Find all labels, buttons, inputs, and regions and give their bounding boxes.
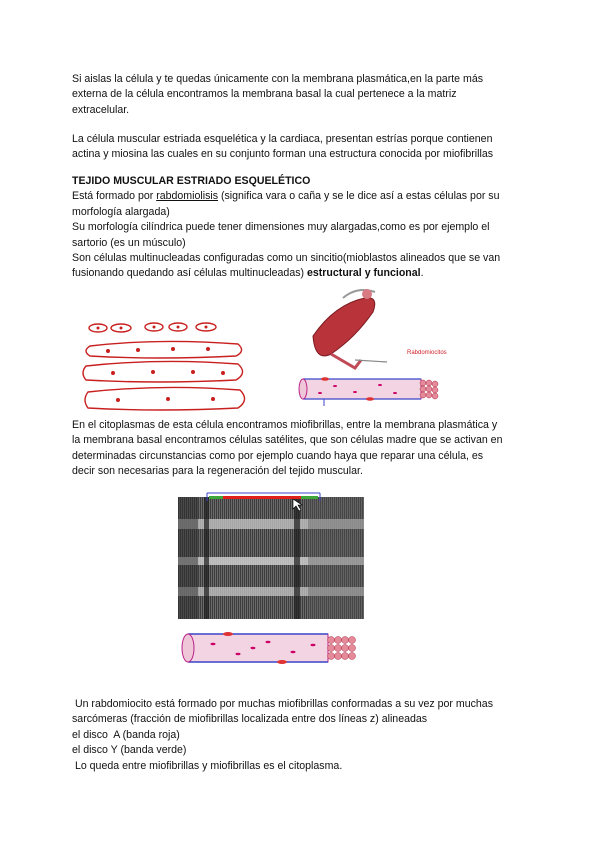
text-run: Está formado por: [72, 190, 157, 203]
text-line: extracelular.: [72, 103, 130, 116]
text-line: Lo queda entre miofibrillas y miofibrillas es el citoplasma.: [72, 759, 343, 772]
muscle-bundle-drawing: [313, 289, 387, 368]
figure-label: Rabdomiocitos: [407, 350, 447, 356]
text-line: La célula muscular estriada esquelética y la cardiaca, presentan estrías porque contienen: [72, 133, 493, 145]
text-line: [72, 189, 542, 204]
text-line: externa de la célula encontramos la membrana basal la cual pertenece a la matriz: [72, 88, 457, 101]
green-band: [301, 496, 318, 499]
hand-drawn-cells-figure: [78, 318, 248, 414]
text-line: la membrana basal encontramos células satélites, que son células madre que se activan en: [72, 434, 503, 447]
text-line: el disco Y (banda verde): [72, 744, 187, 757]
text-line: sarcómeras (fracción de miofibrillas localizada entre dos líneas z) alineadas: [72, 713, 428, 726]
text-line: determinadas circunstancias como por ejemplo cuando haya que reparar una célula, es: [72, 449, 484, 462]
text-line: Si aislas la célula y te quedas únicamente con la membrana plasmática,en la parte más: [72, 73, 484, 85]
section-skeletal-muscle: [72, 174, 542, 282]
text-line: decir son necesarias para la regeneración del tejido muscular.: [72, 465, 363, 478]
underlined-term: rabdomiolisis: [156, 190, 219, 203]
text-line: [72, 266, 542, 281]
text-line: sartorio (es un músculo): [72, 236, 186, 249]
red-band: [223, 496, 301, 499]
text-line: el disco A (banda roja): [72, 728, 180, 741]
bold-term: estructural y funcional: [307, 267, 421, 280]
text-run: (significa vara o caña y se le dice así a estas células por su: [218, 190, 500, 203]
text-line: Su morfología cilíndrica puede tener dimensiones muy alargadas,como es por ejemplo el: [72, 221, 490, 234]
cytoplasm-paragraph: [72, 418, 542, 480]
intro-paragraph-1: [72, 72, 542, 118]
text-line: En el citoplasmas de esta célula encontramos miofibrillas, entre la membrana plasmática y: [72, 419, 498, 431]
text-line: Un rabdomiocito está formado por muchas miofibrillas conformadas a su vez por muchas: [72, 698, 493, 710]
closing-paragraph: [72, 697, 542, 774]
section-heading: TEJIDO MUSCULAR ESTRIADO ESQUELÉTICO: [72, 175, 311, 187]
text-run: fusionando quedando así células multinucleadas): [72, 267, 307, 280]
fiber-diagram-2: [178, 626, 378, 670]
text-line: Son células multinucleadas configuradas como un sincitio(mioblastos alineados que se van: [72, 252, 501, 265]
text-line: morfología alargada): [72, 205, 170, 218]
text-line: actina y miosina las cuales en su conjunto forman una estructura conocida por miofibrillas: [72, 148, 494, 161]
muscle-fiber-figure: [295, 284, 460, 409]
green-band: [209, 496, 223, 499]
text-run: .: [420, 267, 424, 280]
sarcomere-micrograph: [176, 491, 366, 621]
fiber-diagram: [299, 377, 438, 406]
intro-paragraph-2: [72, 132, 542, 163]
